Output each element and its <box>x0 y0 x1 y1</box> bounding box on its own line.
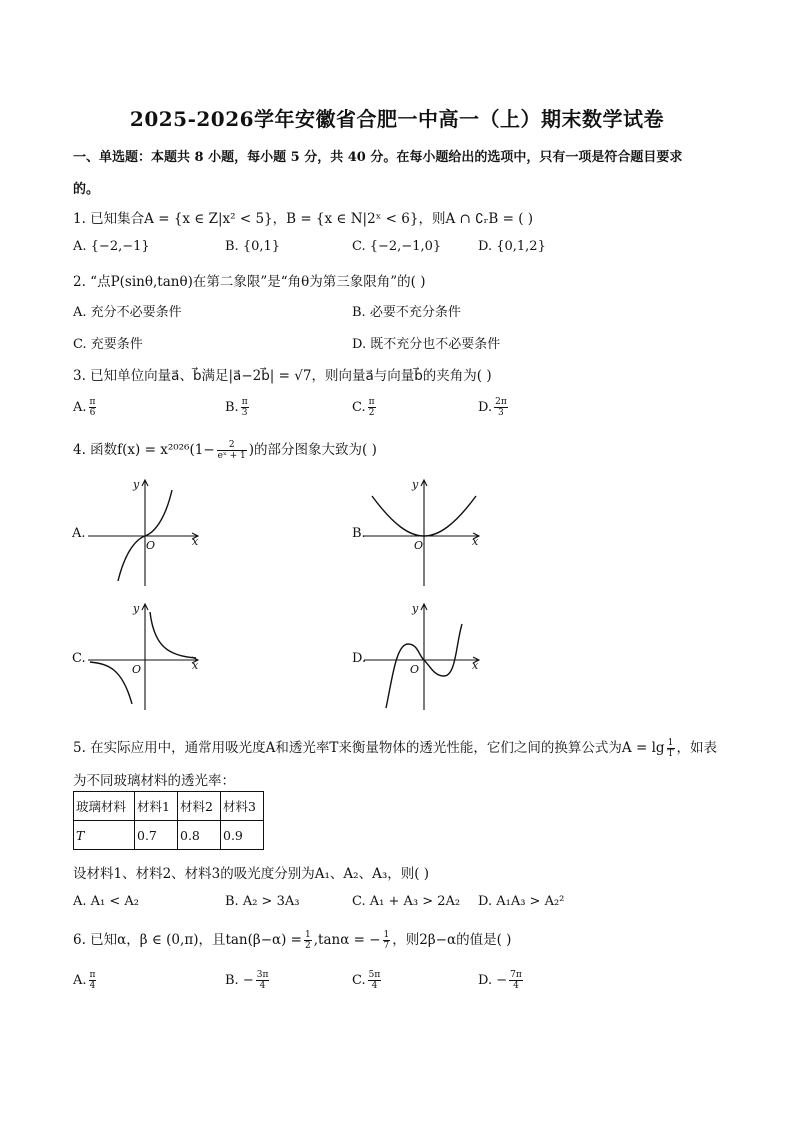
q1-option-c: C. {−2,−1,0} <box>352 239 442 254</box>
graph-c-origin: O <box>132 663 142 676</box>
table-header-cell: 材料3 <box>221 792 264 821</box>
q2-option-c: C. 充要条件 <box>73 337 143 352</box>
q4-option-a-label: A. <box>72 526 86 541</box>
table-cell: 0.9 <box>221 821 264 850</box>
graph-a-x-label: x <box>192 535 199 548</box>
section-heading-line1: 一、单选题：本题共 8 小题，每小题 5 分，共 40 分。在每小题给出的选项中，只有一项是符合题目要求 <box>73 150 683 165</box>
graph-b-x-label: x <box>472 535 479 548</box>
graph-c-x-label: x <box>192 659 199 672</box>
q6-option-d: D. − $\frac{7\pi}{4}$ <box>478 970 522 991</box>
q4-option-d-label: D. <box>352 651 367 666</box>
question-5-line2: 为不同玻璃材料的透光率： <box>73 773 235 789</box>
table-header-cell: 玻璃材料 <box>74 792 135 821</box>
question-3-stem: 3. 已知单位向量a⃗、b⃗满足|a⃗−2b⃗| = √7，则向量a⃗与向量b⃗的夹角为( ) <box>73 368 492 384</box>
q2-option-d: D. 既不充分也不必要条件 <box>352 337 501 352</box>
q2-option-a: A. 充分不必要条件 <box>73 305 182 320</box>
q6-option-b: B. − $\frac{3\pi}{4}$ <box>225 970 269 991</box>
question-1-stem: 1. 已知集合A = {x ∈ Z|x² < 5}，B = {x ∈ N|2ˣ < 6}，则A ∩ ∁ᵣB = ( ) <box>73 211 534 227</box>
table-header-row <box>74 792 264 821</box>
graph-a-origin: O <box>146 539 156 552</box>
graph-d <box>364 600 484 712</box>
q1-option-d: D. {0,1,2} <box>478 239 546 254</box>
graph-b <box>364 476 484 588</box>
q4-option-b-label: B. <box>352 526 366 541</box>
q5-option-a: A. A₁ < A₂ <box>73 894 140 909</box>
graph-c <box>88 600 203 712</box>
graph-c-y-label: y <box>133 602 140 615</box>
q5-option-b: B. A₂ > 3A₃ <box>225 894 300 909</box>
graph-a <box>88 476 203 588</box>
q5-option-d: D. A₁A₃ > A₂² <box>478 894 565 909</box>
q1-option-b: B. {0,1} <box>225 239 281 254</box>
q1-option-a: A. {−2,−1} <box>73 239 150 254</box>
q6-option-a: A. $\frac{\pi}{4}$ <box>73 970 96 991</box>
q6-option-c: C. $\frac{5\pi}{4}$ <box>352 970 381 991</box>
table-cell: 0.7 <box>135 821 178 850</box>
graph-b-y-label: y <box>412 478 419 491</box>
graph-d-origin: O <box>410 663 420 676</box>
table-cell: T <box>74 821 135 850</box>
question-2-stem: 2. “点P(sinθ,tanθ)在第二象限”是“角θ为第三象限角”的( ) <box>73 274 426 290</box>
section-heading-line2: 的。 <box>73 182 100 197</box>
q2-option-b: B. 必要不充分条件 <box>352 305 461 320</box>
q3-option-a: A. $\frac{\pi}{6}$ <box>73 397 96 418</box>
question-4-stem: 4. 函数f(x) = x²⁰²⁶(1− $\frac{2}{\text{eˣ + 1}}$ )的部分图象大致为( ) <box>73 440 377 461</box>
graph-a-y-label: y <box>133 478 140 491</box>
table-header-cell: 材料1 <box>135 792 178 821</box>
graph-d-x-label: x <box>472 659 479 672</box>
q3-option-c: C. $\frac{\pi}{2}$ <box>352 397 375 418</box>
table-header-cell: 材料2 <box>178 792 221 821</box>
q3-option-b: B. $\frac{\pi}{3}$ <box>225 397 248 418</box>
question-6-stem: 6. 已知α，β ∈ (0,π)，且tan(β−α) = $\frac{1}{2}$ ,tanα = − $\frac{1}{7}$ ，则2β−α的值是( ) <box>73 930 512 951</box>
question-5-line3: 设材料1、材料2、材料3的吸光度分别为A₁、A₂、A₃，则( ) <box>73 866 430 882</box>
graph-d-y-label: y <box>412 602 419 615</box>
graph-b-origin: O <box>414 539 424 552</box>
q4-option-c-label: C. <box>72 651 86 666</box>
q5-option-c: C. A₁ + A₃ > 2A₂ <box>352 894 461 909</box>
transmittance-table <box>73 791 264 850</box>
table-cell: 0.8 <box>178 821 221 850</box>
question-5-stem: 5. 在实际应用中，通常用吸光度A和透光率T来衡量物体的透光性能，它们之间的换算公式为A = lg $\frac{1}{T}$ ，如表 <box>73 738 718 759</box>
q3-option-d: D. $\frac{2\pi}{3}$ <box>478 397 507 418</box>
page-title: 2025-2026学年安徽省合肥一中高一（上）期末数学试卷 <box>129 107 665 131</box>
table-row <box>74 821 264 850</box>
